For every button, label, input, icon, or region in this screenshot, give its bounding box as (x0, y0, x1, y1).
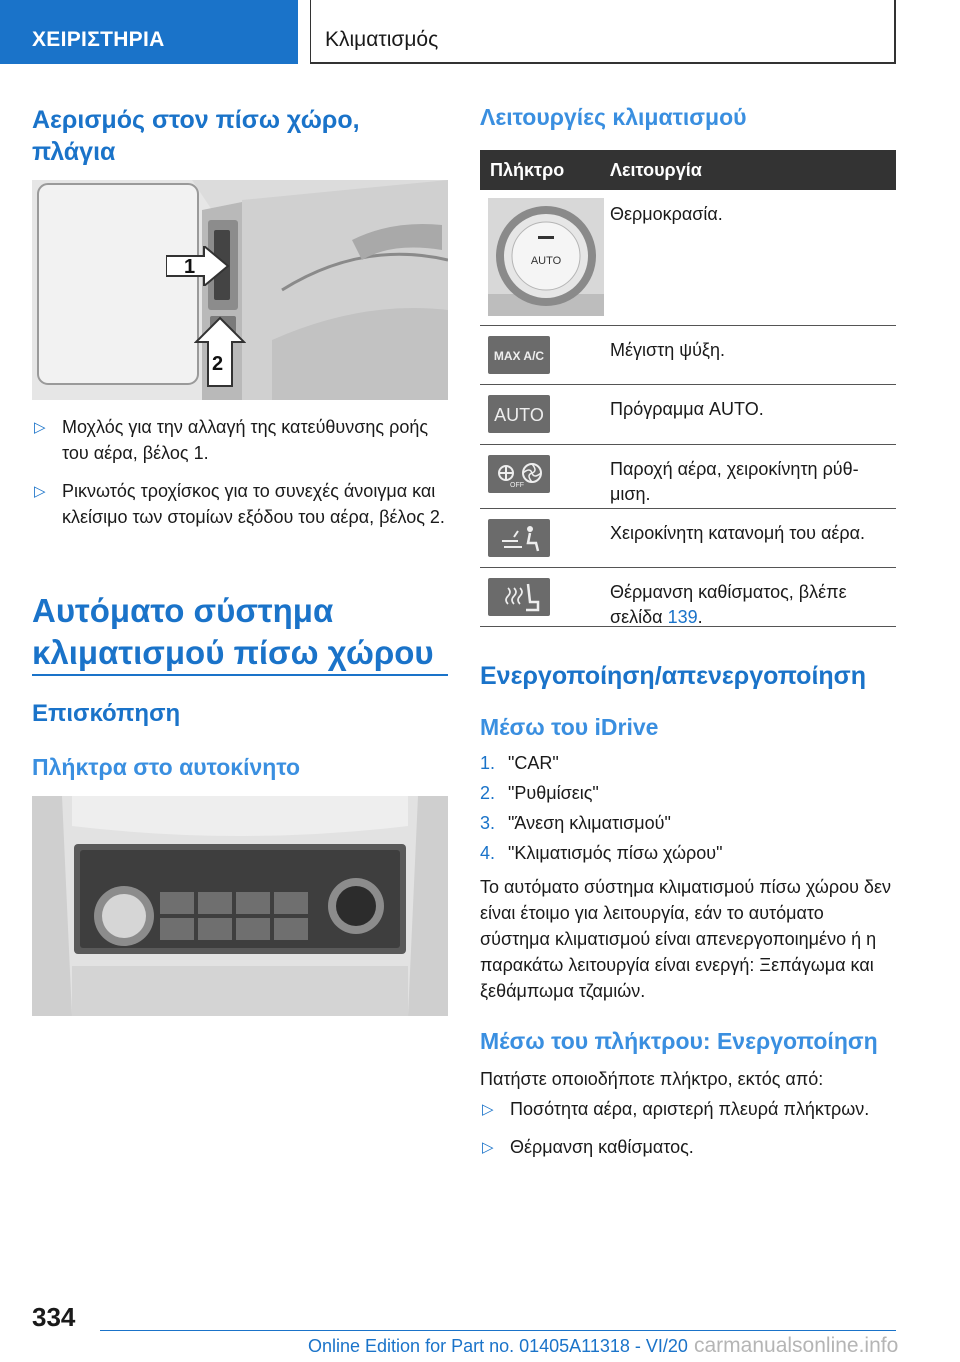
function-text: Θέρμανση καθίσματος, βλέπε σελίδα 139. (610, 582, 847, 627)
list-item: 1. "CAR" (480, 753, 559, 773)
idrive-steps (480, 748, 723, 868)
triangle-bullet-icon: ▷ (34, 483, 46, 500)
function-text: Παροχή αέρα, χειροκίνητη ρύθ-μιση. (610, 459, 859, 504)
svg-text:2: 2 (212, 353, 224, 375)
list-item: ▷ Θέρμανση καθίσματος. (480, 1134, 900, 1160)
air-distribution-icon (488, 519, 550, 557)
chapter-title: Κλιματισμός (325, 28, 439, 51)
vent-controls-list (32, 414, 448, 542)
temperature-knob-icon (488, 198, 604, 316)
footer-rule (100, 1330, 896, 1331)
table-row (480, 385, 896, 445)
section-title: ΧΕΙΡΙΣΤΗΡΙΑ (32, 28, 165, 51)
edition-text: Online Edition for Part no. 01405A11318 - VI/20 (308, 1336, 688, 1356)
heading-via-button: Μέσω του πλήκτρου: Ενεργοποίηση (480, 1028, 878, 1054)
triangle-bullet-icon: ▷ (34, 419, 46, 436)
table-header (480, 150, 896, 190)
heading-rule (32, 674, 448, 676)
auto-program-icon (488, 395, 550, 433)
svg-text:AUTO: AUTO (494, 405, 544, 425)
svg-text:1: 1 (184, 256, 196, 278)
exceptions-list (480, 1096, 900, 1172)
list-item: 2. "Ρυθμίσεις" (480, 783, 599, 803)
col-function-header: Λειτουργία (610, 160, 702, 180)
list-item: 4. "Κλιματισμός πίσω χώρου" (480, 843, 723, 863)
heading-activation: Ενεργοποίηση/απενεργοποίηση (480, 662, 867, 690)
watermark: carmanualsonline.info (694, 1334, 899, 1357)
heading-buttons-in-car: Πλήκτρα στο αυτοκίνητο (32, 754, 301, 780)
page-link-139[interactable]: 139 (667, 607, 698, 627)
fan-icon (488, 455, 550, 493)
heading-via-idrive: Μέσω του iDrive (480, 714, 659, 740)
table-row (480, 568, 896, 627)
chapter-box (310, 0, 896, 64)
max-ac-icon (488, 336, 550, 374)
seat-heating-icon (488, 578, 550, 616)
heading-overview: Επισκόπηση (32, 700, 181, 727)
arrow-callout-2 (194, 316, 246, 388)
heading-rear-vents: Αερισμός στον πίσω χώρο, πλάγια (32, 106, 360, 166)
svg-text:OFF: OFF (510, 482, 524, 489)
table-row (480, 445, 896, 509)
triangle-bullet-icon: ▷ (482, 1101, 494, 1118)
heading-rear-climate: Αυτόματο σύστημα κλιματισμού πίσω χώρου (32, 592, 434, 671)
page-number: 334 (32, 1302, 76, 1332)
list-item: ▷ Ρικνωτός τροχίσκος για το συνεχές άνοιγμα και κλείσιμο των στομίων εξόδου του αέρα, βέλος 2. (34, 481, 445, 527)
instruction-paragraph: Πατήστε οποιοδήποτε πλήκτρο, εκτός από: (480, 1069, 824, 1089)
list-item: ▷ Μοχλός για την αλλαγή της κατεύθυνσης ροής του αέρα, βέλος 1. (34, 417, 429, 463)
list-item: 3. "Άνεση κλιματισμού" (480, 813, 671, 833)
control-panel-illustration (32, 796, 448, 1016)
heading-ac-functions: Λειτουργίες κλιματισμού (480, 104, 747, 130)
rear-side-vent-figure (32, 180, 448, 400)
list-item: ▷ Ποσότητα αέρα, αριστερή πλευρά πλήκτρων. (480, 1096, 900, 1122)
table-row (480, 190, 896, 326)
rear-control-panel-figure (32, 796, 448, 1016)
table-row (480, 326, 896, 385)
svg-text:MAX A/C: MAX A/C (493, 349, 545, 363)
functions-table (480, 150, 896, 627)
function-text: Μέγιστη ψύξη. (610, 340, 725, 360)
info-paragraph: Το αυτόματο σύστημα κλιματισμού πίσω χώρου δεν είναι έτοιμο για λειτουργία, εάν το αυτόματο σύστημα κλιματισμού είναι απενεργοποιημένο ή η παρακάτω λειτουργία είναι ενεργή: Ξεπάγωμα και ξεθάμπωμα τζαμιών. (480, 877, 891, 1001)
function-text: Χειροκίνητη κατανομή του αέρα. (610, 523, 866, 543)
function-text: Θερμοκρασία. (610, 204, 723, 224)
arrow-callout-1 (166, 246, 230, 286)
col-button-header: Πλήκτρο (490, 160, 565, 180)
function-text: Πρόγραμμα AUTO. (610, 399, 764, 419)
table-row (480, 509, 896, 568)
svg-text:AUTO: AUTO (530, 255, 562, 267)
triangle-bullet-icon: ▷ (482, 1139, 494, 1156)
section-tab[interactable] (0, 0, 298, 64)
